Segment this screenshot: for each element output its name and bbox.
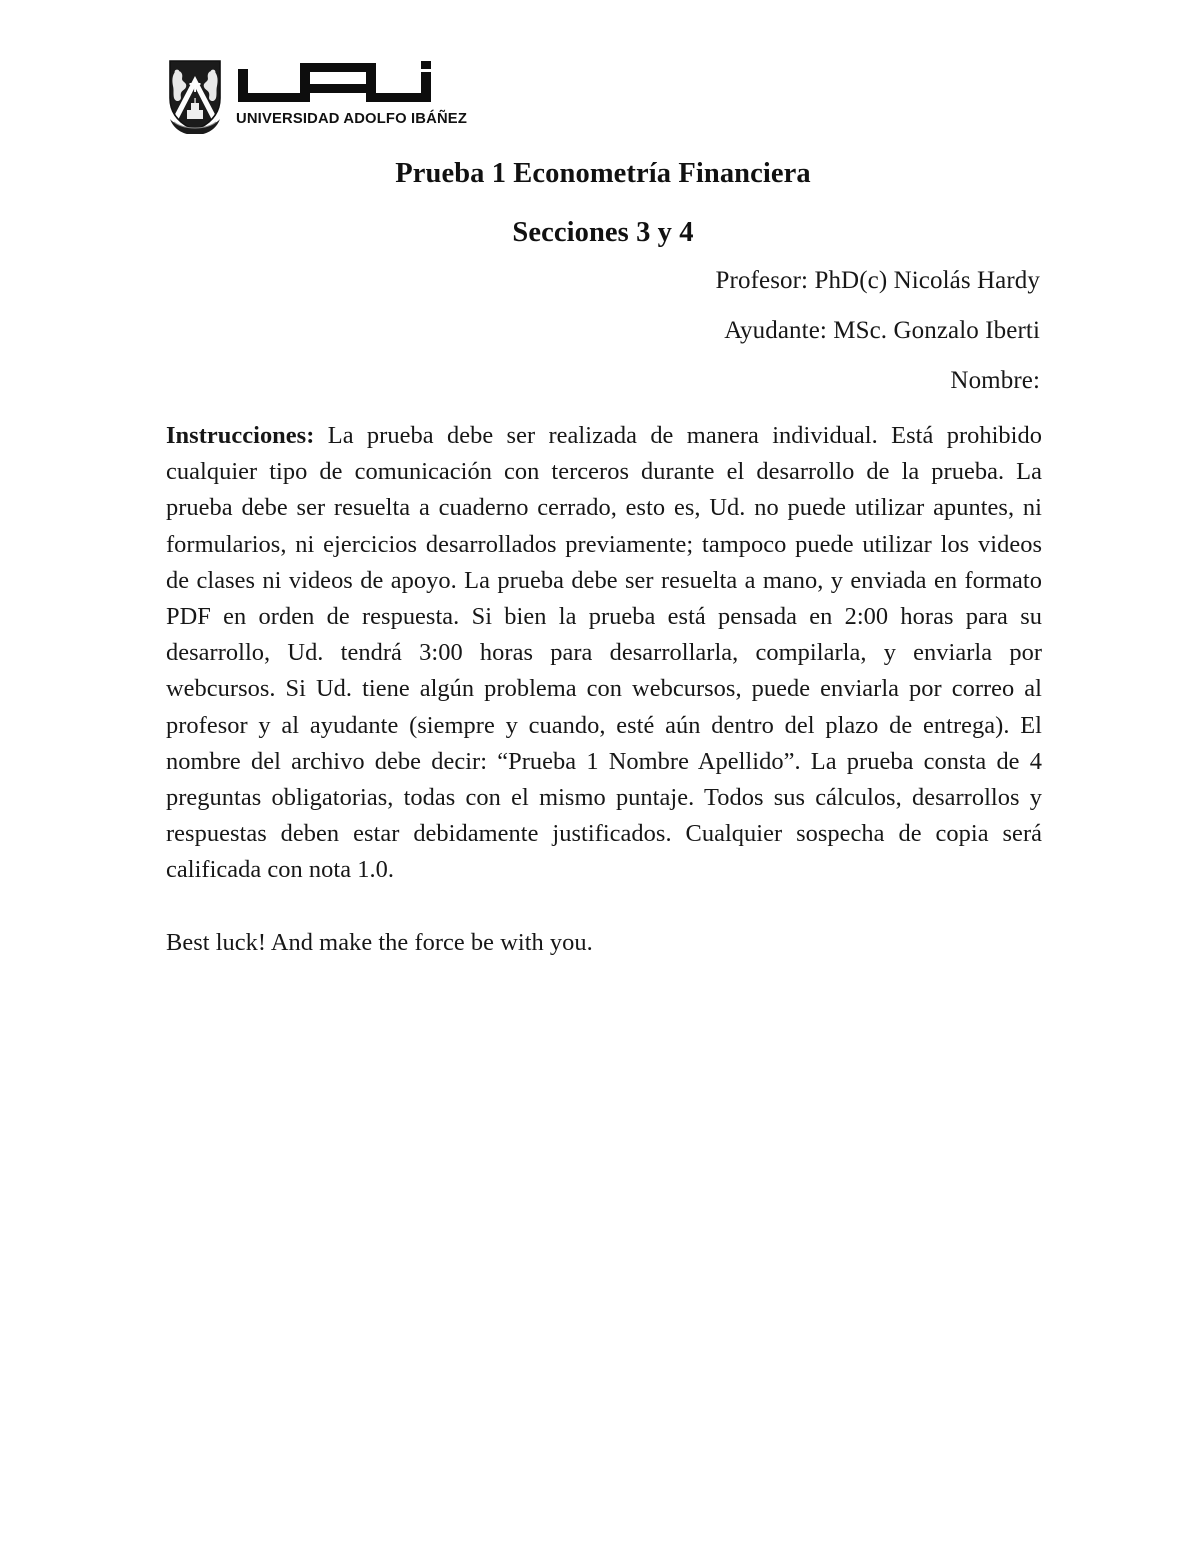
- student-name-line: Nombre:: [950, 367, 1040, 394]
- instructions-label: Instrucciones:: [166, 422, 315, 449]
- assistant-line: Ayudante: MSc. Gonzalo Iberti: [724, 317, 1040, 344]
- logo-wordmark: [236, 61, 474, 127]
- title-block: [166, 152, 1040, 255]
- uai-monogram-icon: [236, 61, 451, 108]
- closing-line: Best luck! And make the force be with you.: [166, 929, 593, 956]
- university-logo: [166, 58, 474, 134]
- page-title: Prueba 1 Econometría Financiera: [395, 158, 811, 189]
- course-meta-block: [166, 268, 1040, 393]
- page-subtitle: Secciones 3 y 4: [512, 217, 694, 249]
- instructions-text: La prueba debe ser realizada de manera individual. Está prohibido cualquier tipo de comunicación con terceros durante el desarrollo de la prueba. La prueba debe ser resuelta a cuaderno cerrado, esto es, Ud. no puede utilizar apuntes, ni formularios, ni ejercicios desarrollados previamente; tampoco puede utilizar los videos de clases ni videos de apoyo. La prueba debe ser resuelta a mano, y enviada en formato PDF en orden de respuesta. Si bien la prueba está pensada en 2:00 horas para su desarrollo, Ud. tendrá 3:00 horas para desarrollarla, compilarla, y enviarla por webcursos. Si Ud. tiene algún problema con webcursos, puede enviarla por correo al profesor y al ayudante (siempre y cuando, esté aún dentro del plazo de entrega). El nombre del archivo debe decir: “Prueba 1 Nombre Apellido”. La prueba consta de 4 preguntas obligatorias, todas con el mismo puntaje. Todos sus cálculos, desarrollos y respuestas deben estar debidamente justificados. Cualquier sospecha de copia será calificada con nota 1.0.: [166, 422, 1042, 884]
- institution-name: UNIVERSIDAD ADOLFO IBÁÑEZ: [236, 110, 468, 127]
- professor-line: Profesor: PhD(c) Nicolás Hardy: [715, 267, 1040, 294]
- instructions-paragraph: [166, 418, 1042, 889]
- instructions-block: [166, 418, 1042, 889]
- university-crest-icon: [166, 58, 224, 134]
